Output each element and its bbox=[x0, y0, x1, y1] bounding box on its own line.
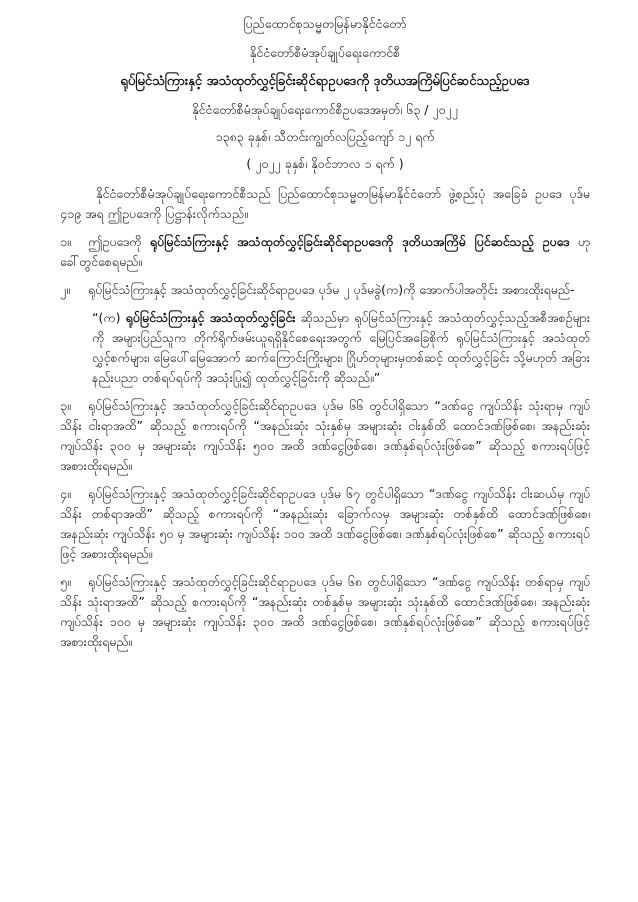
quote-term: ရုပ်မြင်သံကြားနှင့် အသံထုတ်လွှင့်ခြင်း bbox=[125, 309, 296, 325]
section-text: ရုပ်မြင်သံကြားနှင့် အသံထုတ်လွှင့်ခြင်းဆိုင်ရာဥပဒေ ပုဒ်မ ၆၈ တွင်ပါရှိသော “ဒဏ်ငွေ ကျပ်သိန်း တစ်ရာမှ ကျပ်သိန်း သုံးရာအထိ” ဆိုသည့် စကားရပ်ကို “အနည်းဆုံး တစ်နှစ်မှ အများဆုံး သုံးနှစ်ထိ ထောင်ဒဏ်ဖြစ်စေ၊ အနည်းဆုံး ကျပ်သိန်း ၁၀၀ မှ အများဆုံး ကျပ်သိန်း ၃၀၀ အထိ ဒဏ်ငွေဖြစ်စေ၊ ဒဏ်နှစ်ရပ်လုံးဖြစ်စေ” ဆိုသည့် စကားရပ်ဖြင့် အစားထိုးရမည်။ bbox=[60, 573, 590, 649]
date-myanmar: ၁၃၈၃ ခုနှစ်၊ သီတင်းကျွတ်လပြည့်ကျော် ၁၂ ရက် bbox=[215, 128, 435, 144]
section-number: ၁။ bbox=[60, 233, 71, 249]
section-text-post: ဟု ခေါ်တွင်စေရမည်။ bbox=[60, 233, 590, 269]
section-3 bbox=[60, 396, 590, 476]
quote-prefix: “(က) bbox=[92, 309, 126, 325]
section-5 bbox=[60, 572, 590, 652]
law-title: ရုပ်မြင်သံကြားနှင့် အသံထုတ်လွှင့်ခြင်းဆိုင်ရာဥပဒေကို ဒုတိယအကြိမ်ပြင်ဆင်သည့်ဥပဒေ bbox=[120, 74, 530, 89]
council-name: နိုင်ငံတော်စီမံအုပ်ချုပ်ရေးကောင်စီ bbox=[249, 45, 401, 60]
definition-quote bbox=[92, 308, 590, 388]
section-number: ၂။ bbox=[60, 281, 70, 297]
section-text: ရုပ်မြင်သံကြားနှင့် အသံထုတ်လွှင့်ခြင်းဆိုင်ရာဥပဒေ ပုဒ်မ ၆၆ တွင်ပါရှိသော “ဒဏ်ငွေ ကျပ်သိန်း သုံးရာမှ ကျပ်သိန်း ငါးရာအထိ” ဆိုသည့် စကားရပ်ကို “အနည်းဆုံး သုံးနှစ်မှ အများဆုံး ငါးနှစ်ထိ ထောင်ဒဏ်ဖြစ်စေ၊ အနည်းဆုံး ကျပ်သိန်း ၃၀၀ မှ အများဆုံး ကျပ်သိန်း ၅၀၀ အထိ ဒဏ်ငွေဖြစ်စေ၊ ဒဏ်နှစ်ရပ်လုံးဖြစ်စေ” ဆိုသည့် စကားရပ်ဖြင့် အစားထိုးရမည်။ bbox=[60, 397, 590, 473]
section-text-pre: ဤဥပဒေကို bbox=[88, 233, 150, 249]
country-name: ပြည်ထောင်စုသမ္မတမြန်မာနိုင်ငံတော် bbox=[243, 16, 407, 31]
section-text: ရုပ်မြင်သံကြားနှင့် အသံထုတ်လွှင့်ခြင်းဆိုင်ရာဥပဒေ ပုဒ်မ ၂ ပုဒ်မခွဲ(က)ကို အောက်ပါအတိုင်း အစားထိုးရမည်- bbox=[88, 281, 575, 297]
section-1 bbox=[60, 232, 590, 272]
preamble: နိုင်ငံတော်စီမံအုပ်ချုပ်ရေးကောင်စီသည် ပြည်ထောင်စုသမ္မတမြန်မာနိုင်ငံတော် ဖွဲ့စည်းပုံ အခြေခံ ဥပဒေ ပုဒ်မ ၄၁၉ အရ ဤဥပဒေကို ပြဋ္ဌာန်းလိုက်သည်။ bbox=[60, 185, 590, 221]
section-number: ၃။ bbox=[60, 397, 71, 413]
section-2 bbox=[60, 280, 590, 300]
section-number: ၄။ bbox=[60, 485, 71, 501]
section-number: ၅။ bbox=[60, 573, 71, 589]
section-text: ရုပ်မြင်သံကြားနှင့် အသံထုတ်လွှင့်ခြင်းဆိုင်ရာဥပဒေ ပုဒ်မ ၆၇ တွင်ပါရှိသော “ဒဏ်ငွေ ကျပ်သိန်း ငါးဆယ်မှ ကျပ်သိန်း တစ်ရာအထိ” ဆိုသည့် စကားရပ်ကို “အနည်းဆုံး ခြောက်လမှ အများဆုံး တစ်နှစ်ထိ ထောင်ဒဏ်ဖြစ်စေ၊ အနည်းဆုံး ကျပ်သိန်း ၅၀ မှ အများဆုံး ကျပ်သိန်း ၁၀၀ အထိ ဒဏ်ငွေဖြစ်စေ၊ ဒဏ်နှစ်ရပ်လုံးဖြစ်စေ” ဆိုသည့် စကားရပ်ဖြင့် အစားထိုးရမည်။ bbox=[60, 485, 590, 561]
section-4 bbox=[60, 484, 590, 564]
quote-text: ဆိုသည်မှာ ရုပ်မြင်သံကြားနှင့် အသံထုတ်လွှင့်သည့်အစီအစဉ်များကို အများပြည်သူက တိုက်ရိုက်ဖမ်းယူရရှိနိုင်စေရေးအတွက် မြေပြင်အခြေစိုက် ရုပ်မြင်သံကြားနှင့် အသံထုတ်လွှင့်စက်များ၊ မြေပေါ်မြေအောက် ဆက်ကြောင်းကြိုးများ၊ ဂြိုဟ်တုများမှတစ်ဆင့် ထုတ်လွှင့်ခြင်း သို့မဟုတ် အခြားနည်းပညာ တစ်ရပ်ရပ်ကို အသုံးပြု၍ ထုတ်လွှင့်ခြင်းကို ဆိုသည်။” bbox=[92, 309, 590, 385]
law-number: နိုင်ငံတော်စီမံအုပ်ချုပ်ရေးကောင်စီဥပဒေအမှတ်၊ ၆၃ / ၂၀၂၂ bbox=[192, 101, 458, 117]
date-gregorian: ( ၂၀၂၂ ခုနှစ်၊ နိုဝင်ဘာလ ၁ ရက် ) bbox=[246, 155, 404, 171]
section-text-bold: ရုပ်မြင်သံကြားနှင့် အသံထုတ်လွှင့်ခြင်းဆိုင်ရာဥပဒေကို ဒုတိယအကြိမ် ပြင်ဆင်သည့် ဥပဒေ bbox=[149, 233, 570, 249]
